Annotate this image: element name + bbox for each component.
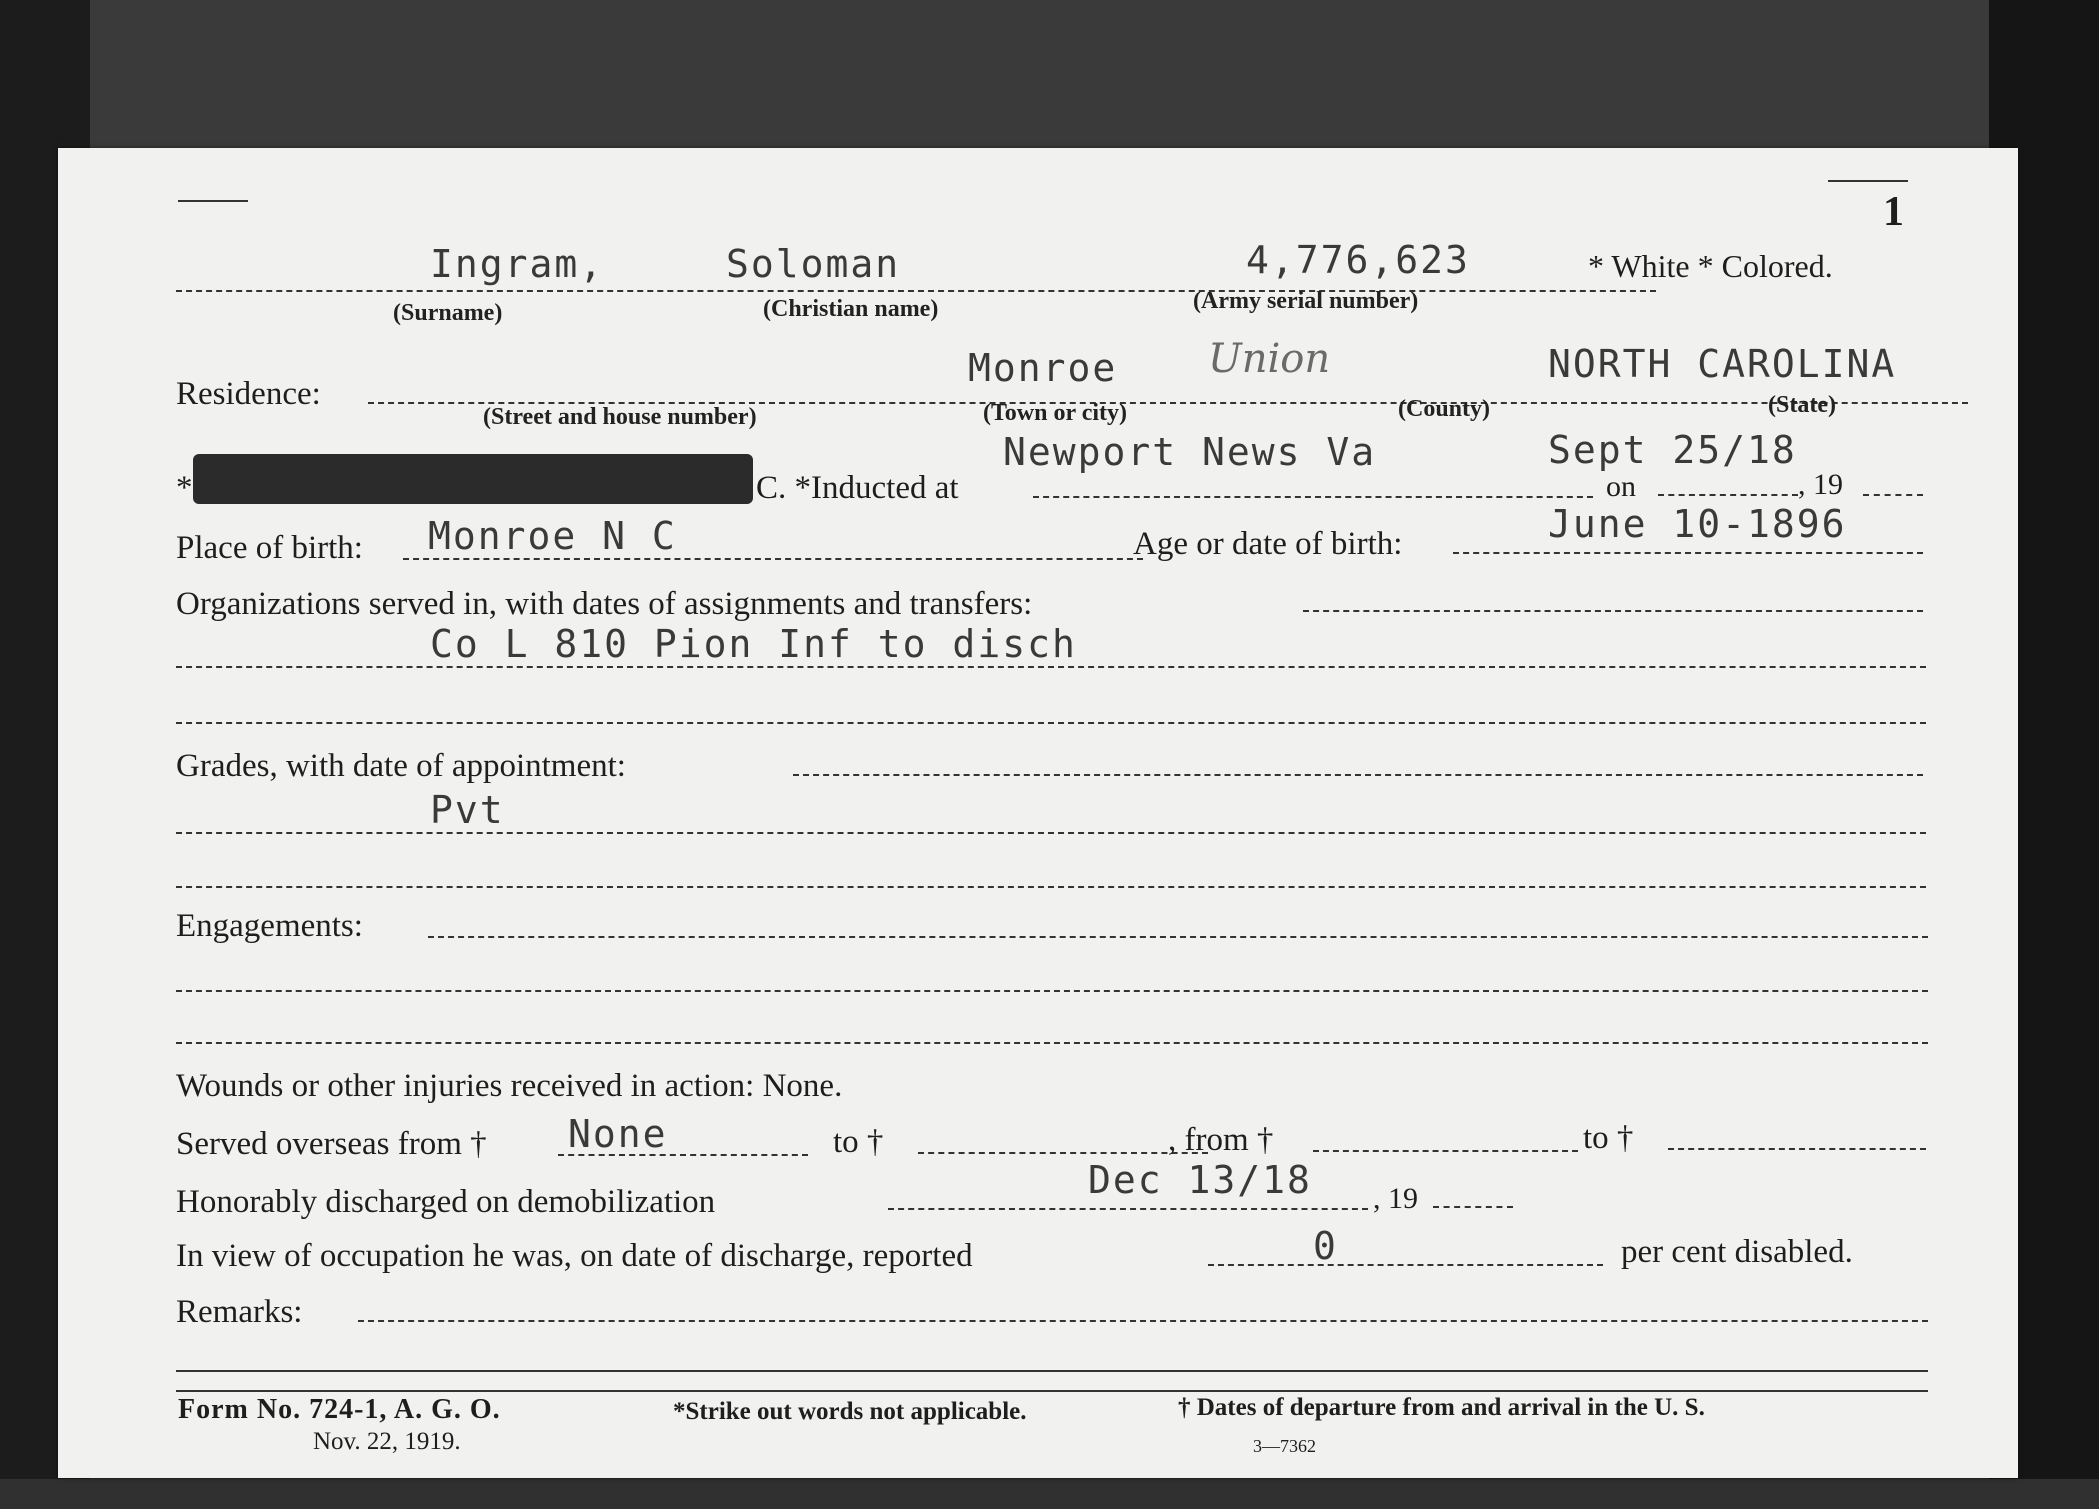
place-of-birth-value: Monroe N C bbox=[428, 514, 677, 558]
surname-value: Ingram, bbox=[430, 242, 605, 286]
organizations-value: Co L 810 Pion Inf to disch bbox=[430, 622, 1077, 666]
overseas-line-3 bbox=[1313, 1150, 1578, 1152]
wounds-text: Wounds or other injuries received in action: None. bbox=[176, 1068, 843, 1104]
serial-caption: (Army serial number) bbox=[1193, 288, 1419, 314]
print-code: 3—7362 bbox=[1253, 1436, 1316, 1456]
place-of-birth-label: Place of birth: bbox=[176, 530, 363, 566]
inducted-at-value: Newport News Va bbox=[1003, 430, 1377, 474]
place-of-birth-line bbox=[403, 558, 1143, 560]
inducted-at-line bbox=[1033, 496, 1593, 498]
strike-out-note: *Strike out words not applicable. bbox=[673, 1398, 1027, 1425]
overseas-label: Served overseas from † bbox=[176, 1126, 487, 1162]
name-line bbox=[176, 290, 1656, 292]
discharge-date-line bbox=[888, 1208, 1368, 1210]
discharge-year-suffix: , 19 bbox=[1373, 1182, 1418, 1215]
overseas-line-1 bbox=[558, 1154, 808, 1156]
overseas-to-2: to † bbox=[1583, 1120, 1634, 1156]
induction-year-line bbox=[1863, 494, 1923, 496]
organizations-line-2 bbox=[176, 666, 1926, 668]
county-handwritten: Union bbox=[1208, 336, 1331, 382]
overseas-line-4 bbox=[1668, 1148, 1926, 1150]
age-label: Age or date of birth: bbox=[1133, 526, 1403, 562]
christian-name-value: Soloman bbox=[726, 242, 901, 286]
birth-date-line bbox=[1453, 552, 1923, 554]
town-value: Monroe bbox=[968, 346, 1118, 390]
grades-value: Pvt bbox=[430, 788, 505, 832]
county-caption: (County) bbox=[1398, 396, 1491, 422]
induction-date-line bbox=[1658, 494, 1798, 496]
organizations-line-1 bbox=[1303, 610, 1923, 612]
form-number: Form No. 724-1, A. G. O. bbox=[178, 1394, 501, 1425]
grades-label: Grades, with date of appointment: bbox=[176, 748, 626, 784]
christian-name-caption: (Christian name) bbox=[763, 296, 939, 322]
serial-number-value: 4,776,623 bbox=[1246, 238, 1470, 282]
residence-label: Residence: bbox=[176, 376, 321, 412]
discharge-year-line bbox=[1433, 1206, 1513, 1208]
induction-year-suffix: , 19 bbox=[1798, 468, 1843, 501]
redaction-mark bbox=[193, 454, 753, 504]
overseas-line-2 bbox=[918, 1152, 1208, 1154]
engagements-label: Engagements: bbox=[176, 908, 363, 944]
induction-label: C. *Inducted at bbox=[756, 470, 959, 506]
induction-date-value: Sept 25/18 bbox=[1548, 428, 1797, 472]
state-value: NORTH CAROLINA bbox=[1548, 342, 1897, 386]
overseas-from: , from † bbox=[1168, 1122, 1274, 1158]
grades-line-1 bbox=[793, 774, 1923, 776]
on-label: on bbox=[1606, 470, 1636, 503]
footer-rule bbox=[176, 1390, 1928, 1392]
grades-line-3 bbox=[176, 886, 1926, 888]
state-caption: (State) bbox=[1768, 392, 1836, 418]
organizations-line-3 bbox=[176, 722, 1926, 724]
engagements-line-1 bbox=[428, 936, 1928, 938]
organizations-label: Organizations served in, with dates of assignments and transfers: bbox=[176, 586, 1033, 622]
top-left-rule bbox=[178, 200, 248, 202]
background-top bbox=[0, 0, 2099, 150]
engagements-line-3 bbox=[176, 1042, 1928, 1044]
disability-line bbox=[1208, 1264, 1603, 1266]
overseas-to-1: to † bbox=[833, 1124, 884, 1160]
grades-line-2 bbox=[176, 832, 1926, 834]
induction-prefix: * bbox=[176, 470, 193, 506]
top-right-rule bbox=[1828, 180, 1908, 182]
discharge-label: Honorably discharged on demobilization bbox=[176, 1184, 716, 1220]
service-record-card bbox=[58, 148, 2018, 1478]
dates-note: † Dates of departure from and arrival in the U. S. bbox=[1178, 1394, 1705, 1421]
disability-value: 0 bbox=[1313, 1224, 1338, 1268]
street-caption: (Street and house number) bbox=[483, 404, 757, 430]
remarks-line-2 bbox=[176, 1370, 1928, 1372]
engagements-line-2 bbox=[176, 990, 1928, 992]
discharge-date-value: Dec 13/18 bbox=[1088, 1158, 1312, 1202]
background-bottom bbox=[0, 1479, 2099, 1509]
race-options: * White * Colored. bbox=[1588, 248, 1833, 284]
disability-suffix: per cent disabled. bbox=[1621, 1234, 1853, 1270]
birth-date-value: June 10-1896 bbox=[1548, 502, 1847, 546]
disability-label: In view of occupation he was, on date of discharge, reported bbox=[176, 1238, 973, 1274]
surname-caption: (Surname) bbox=[393, 300, 503, 326]
form-date: Nov. 22, 1919. bbox=[313, 1428, 461, 1455]
card-number: 1 bbox=[1883, 189, 1904, 235]
overseas-value: None bbox=[568, 1112, 668, 1156]
town-caption: (Town or city) bbox=[983, 400, 1127, 426]
remarks-label: Remarks: bbox=[176, 1294, 303, 1330]
remarks-line-1 bbox=[358, 1320, 1928, 1322]
